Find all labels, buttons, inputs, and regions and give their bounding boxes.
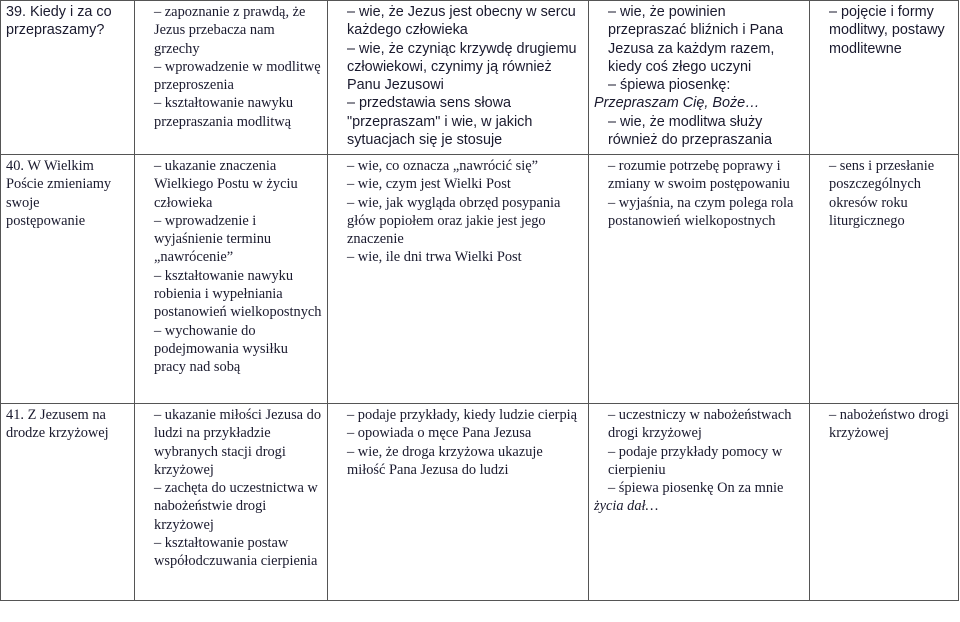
table-row	[1, 404, 959, 601]
topic-text: 40. W Wielkim	[6, 158, 94, 174]
goals-item: – zachęta do uczestnictwa w nabożeństwie drogi krzyżowej	[140, 479, 323, 534]
goals-item: – zapoznanie z prawdą, że Jezus przebacza nam grzechy	[140, 3, 323, 58]
goals-item: – kształtowanie nawyku robienia i wypełniania postanowień wielkopostnych	[140, 267, 323, 322]
table-row	[1, 1, 959, 155]
goals-item: – kształtowanie nawyku przepraszania modlitwą	[140, 94, 323, 131]
skills-item: – rozumie potrzebę poprawy i zmiany w swoim postępowaniu	[594, 157, 805, 194]
goals-item: – wprowadzenie w modlitwę przeproszenia	[140, 58, 323, 95]
topic-text: postępowanie	[6, 212, 86, 229]
knowledge-item: – wie, jak wygląda obrzęd posypania głów popiołem oraz jakie jest jego znaczenie	[333, 194, 584, 249]
topic-text: swoje	[6, 194, 40, 211]
knowledge-item: – wie, że czyniąc krzywdę drugiemu człowiekowi, czynimy ją również Panu Jezusowi	[333, 40, 584, 95]
knowledge-cell	[328, 155, 589, 404]
skills-item: – podaje przykłady pomocy w cierpieniu	[594, 443, 805, 480]
goals-cell	[135, 404, 328, 601]
topic-cell	[1, 1, 135, 155]
table-row	[1, 155, 959, 404]
skills-item: – wie, że powinien przepraszać bliźnich i Pana Jezusa za każdym razem, kiedy coś złego uczyni	[594, 3, 805, 76]
skills-item: – śpiewa piosenkę On za mnie	[594, 479, 805, 497]
notes-item: – sens i przesłanie poszczególnych okresów roku liturgicznego	[815, 157, 954, 230]
skills-cell	[589, 155, 810, 404]
goals-item: – ukazanie znaczenia Wielkiego Postu w życiu człowieka	[140, 157, 323, 212]
notes-cell	[810, 404, 959, 601]
topic-text: przepraszamy?	[6, 22, 105, 39]
goals-item: – kształtowanie postaw współodczuwania cierpienia	[140, 534, 323, 571]
knowledge-cell	[328, 404, 589, 601]
skills-item: – wie, że modlitwa służy również do przepraszania	[594, 113, 805, 150]
skills-item: – śpiewa piosenkę:	[594, 76, 805, 94]
goals-cell	[135, 155, 328, 404]
knowledge-item: – opowiada o męce Pana Jezusa	[333, 424, 584, 442]
skills-item: życia dał…	[594, 498, 659, 515]
knowledge-item: – wie, że droga krzyżowa ukazuje miłość Pana Jezusa do ludzi	[333, 443, 584, 480]
notes-cell	[810, 1, 959, 155]
goals-item: – wychowanie do podejmowania wysiłku pracy nad sobą	[140, 322, 323, 377]
topic-text: drodze krzyżowej	[6, 425, 109, 442]
knowledge-item: – wie, ile dni trwa Wielki Post	[333, 248, 584, 266]
goals-item: – wprowadzenie i wyjaśnienie terminu „nawrócenie”	[140, 212, 323, 267]
knowledge-cell	[328, 1, 589, 155]
topic-text: 41. Z Jezusem na	[6, 407, 106, 423]
skills-cell	[589, 1, 810, 155]
knowledge-item: – wie, czym jest Wielki Post	[333, 175, 584, 193]
knowledge-item: – wie, co oznacza „nawrócić się”	[333, 157, 584, 175]
knowledge-item: – przedstawia sens słowa "przepraszam" i wie, w jakich sytuacjach się je stosuje	[333, 94, 584, 149]
notes-item: – pojęcie i formy modlitwy, postawy modlitewne	[815, 3, 954, 58]
topic-text: Poście zmieniamy	[6, 176, 112, 193]
lesson-plan-body	[1, 1, 959, 601]
notes-item: – nabożeństwo drogi krzyżowej	[815, 406, 954, 443]
goals-cell	[135, 1, 328, 155]
skills-item: Przepraszam Cię, Boże…	[594, 95, 760, 112]
topic-cell	[1, 155, 135, 404]
notes-cell	[810, 155, 959, 404]
skills-item: – wyjaśnia, na czym polega rola postanowień wielkopostnych	[594, 194, 805, 231]
skills-cell	[589, 404, 810, 601]
topic-text: 39. Kiedy i za co	[6, 4, 112, 20]
goals-item: – ukazanie miłości Jezusa do ludzi na przykładzie wybranych stacji drogi krzyżowej	[140, 406, 323, 479]
knowledge-item: – wie, że Jezus jest obecny w sercu każdego człowieka	[333, 3, 584, 40]
skills-item: – uczestniczy w nabożeństwach drogi krzyżowej	[594, 406, 805, 443]
topic-cell	[1, 404, 135, 601]
knowledge-item: – podaje przykłady, kiedy ludzie cierpią	[333, 406, 584, 424]
